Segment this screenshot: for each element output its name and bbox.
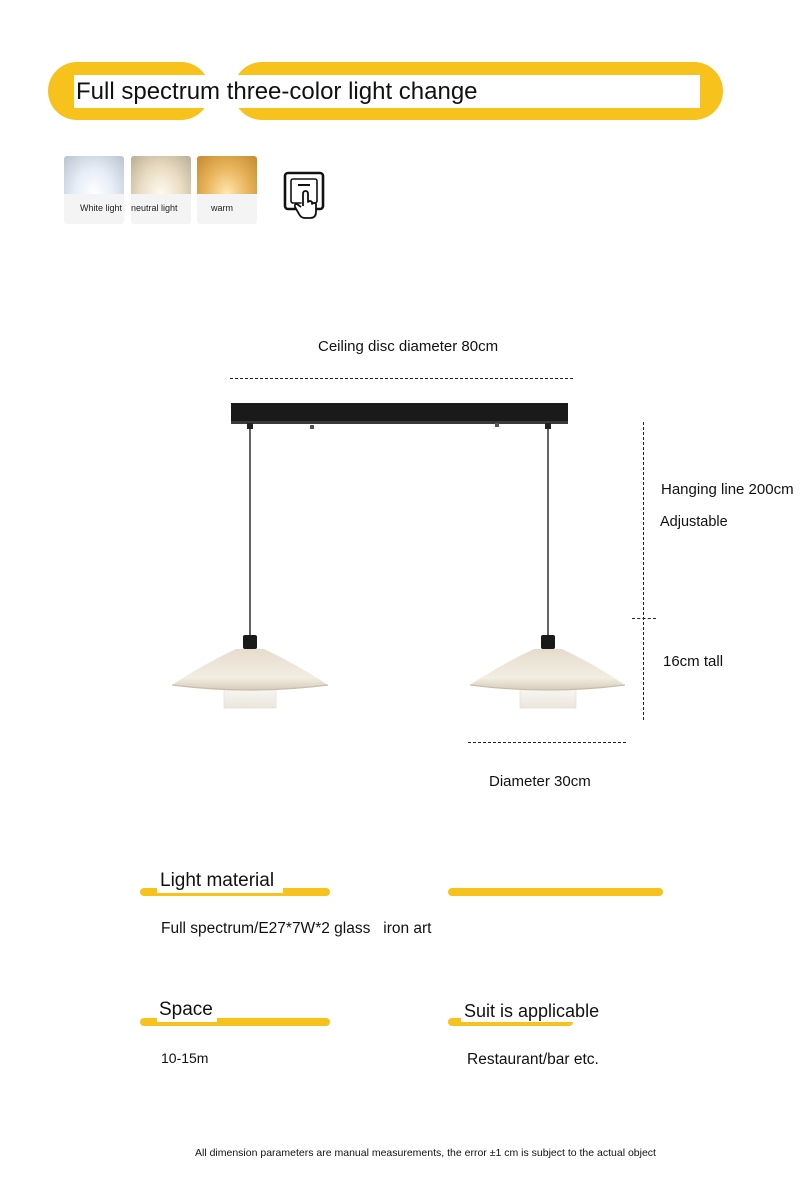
swatch-white-light xyxy=(64,156,124,224)
hanging-dimension-line xyxy=(643,422,644,720)
adjustable-label: Adjustable xyxy=(660,514,728,530)
touch-switch-icon xyxy=(282,170,328,222)
space-title: Space xyxy=(159,999,213,1020)
swatch-warm-light xyxy=(197,156,257,224)
measurement-note: All dimension parameters are manual measurements, the error ±1 cm is subject to the actual object xyxy=(195,1147,656,1159)
hanging-line-label: Hanging line 200cm xyxy=(661,481,794,498)
hanging-tick xyxy=(632,618,656,619)
material-value: Full spectrum/E27*7W*2 glass iron art xyxy=(161,920,432,937)
diameter-label: Diameter 30cm xyxy=(489,773,591,790)
space-value: 10-15m xyxy=(161,1050,209,1066)
swatch-label-warm: warm xyxy=(211,203,233,213)
pendant-lamp-image xyxy=(160,395,640,715)
height-label: 16cm tall xyxy=(663,653,724,670)
swatch-neutral-light xyxy=(131,156,191,224)
swatch-label-neutral: neutral light xyxy=(131,203,178,213)
material-bar-right xyxy=(448,888,663,896)
diameter-dimension-line xyxy=(468,742,626,743)
page-title: Full spectrum three-color light change xyxy=(76,78,478,105)
suit-value: Restaurant/bar etc. xyxy=(467,1051,599,1068)
suit-title: Suit is applicable xyxy=(464,1001,600,1021)
ceiling-diameter-label: Ceiling disc diameter 80cm xyxy=(318,338,499,355)
material-title: Light material xyxy=(160,870,275,891)
ceiling-dimension-line xyxy=(230,378,573,379)
swatch-label-white: White light xyxy=(80,203,123,213)
